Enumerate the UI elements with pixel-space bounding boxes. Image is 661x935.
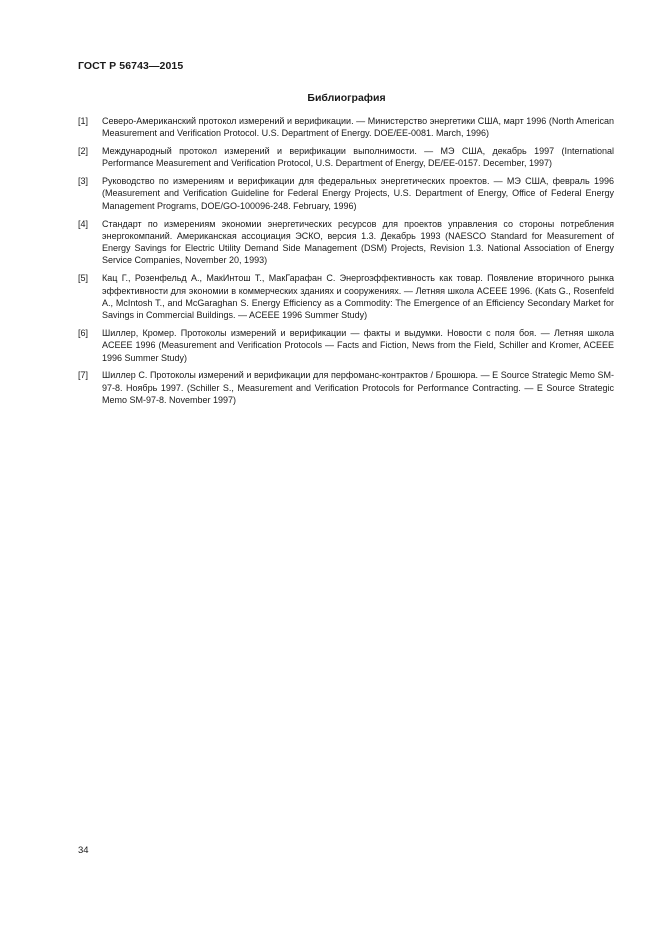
entry-number: [2] bbox=[78, 146, 89, 157]
entry-number: [3] bbox=[78, 176, 89, 187]
entry-text: Шиллер С. Протоколы измерений и верификации для перфоманс-контрактов / Брошюра. — E Source Strategic Memo SM-97-8. Ноябрь 1997. (Schiller S., Measurement and Verification Protocols for Performance Contracting. — E Source Strategic Memo SM-97-8. November 1997) bbox=[102, 370, 614, 405]
entry-text: Стандарт по измерениям экономии энергетических ресурсов для проектов управления со стороны потребления энергокомпаний. Американская ассоциация ЭСКО, версия 1.3. Декабрь 1993 (NAESCO Standard for Measurement of Energy Savings for Electric Utility Demand Side Management (DSM) Projects, Revision 1.3. National Association of Energy Service Companies, November 20, 1993) bbox=[102, 218, 614, 266]
entry-number: [4] bbox=[78, 218, 89, 229]
entry-text: Кац Г., Розенфельд А., МакИнтош Т., МакГарафан С. Энергоэффективность как товар. Появление вторичного рынка эффективности для экономии в коммерческих зданиях и сооружениях. — Летняя школа ACEEE 1996. (Kats G., Rosenfeld A., McIntosh T., and McGaraghan S. Energy Efficiency as a Commodity: The Emergence of an Efficiency Secondary Market for Savings in Commercial Buildings. — ACEEE 1996 Summer Study) bbox=[102, 273, 614, 321]
entry-text: Руководство по измерениям и верификации для федеральных энергетических проектов. — МЭ США, февраль 1996 (Measurement and Verification Guideline for Federal Energy Projects, U.S. Department of Energy, Office of Federal Energy Management Programs, DOE/GO-100096-248. February, 1996) bbox=[102, 176, 614, 211]
bibliography-entry bbox=[78, 115, 614, 140]
bibliography-entry bbox=[78, 218, 614, 267]
entry-number: [5] bbox=[78, 273, 89, 284]
bibliography-title bbox=[0, 92, 661, 104]
bibliography-entry bbox=[78, 369, 614, 406]
bibliography-entry bbox=[78, 327, 614, 364]
bibliography-list bbox=[78, 115, 614, 412]
entry-number: [7] bbox=[78, 370, 89, 381]
page-number: 34 bbox=[78, 845, 89, 856]
entry-number: [6] bbox=[78, 327, 89, 338]
bibliography-entry bbox=[78, 145, 614, 170]
entry-number: [1] bbox=[78, 116, 89, 126]
entry-text: Северо-Американский протокол измерений и верификации. — Министерство энергетики США, март 1996 (North American Measurement and Verification Protocol. U.S. Department of Energy. DOE/EE-0081. March, 1996) bbox=[102, 116, 614, 139]
entry-text: Шиллер, Кромер. Протоколы измерений и верификации — факты и выдумки. Новости с поля боя. — Летняя школа ACEEE 1996 (Measurement and Verification Protocols — Facts and Fiction, News from the Field, Schiller and Kromer, ACEEE 1996 Summer Study) bbox=[102, 327, 614, 363]
bibliography-entry bbox=[78, 272, 614, 321]
document-code: ГОСТ Р 56743—2015 bbox=[78, 60, 184, 72]
entry-text: Международный протокол измерений и верификации выполнимости. — МЭ США, декабрь 1997 (International Performance Measurement and Verification Protocol, U.S. Department of Energy, DE/EE-0157. December, 1997) bbox=[102, 146, 614, 169]
bibliography-entry bbox=[78, 175, 614, 212]
bibliography-title-text: Библиография bbox=[307, 92, 386, 104]
